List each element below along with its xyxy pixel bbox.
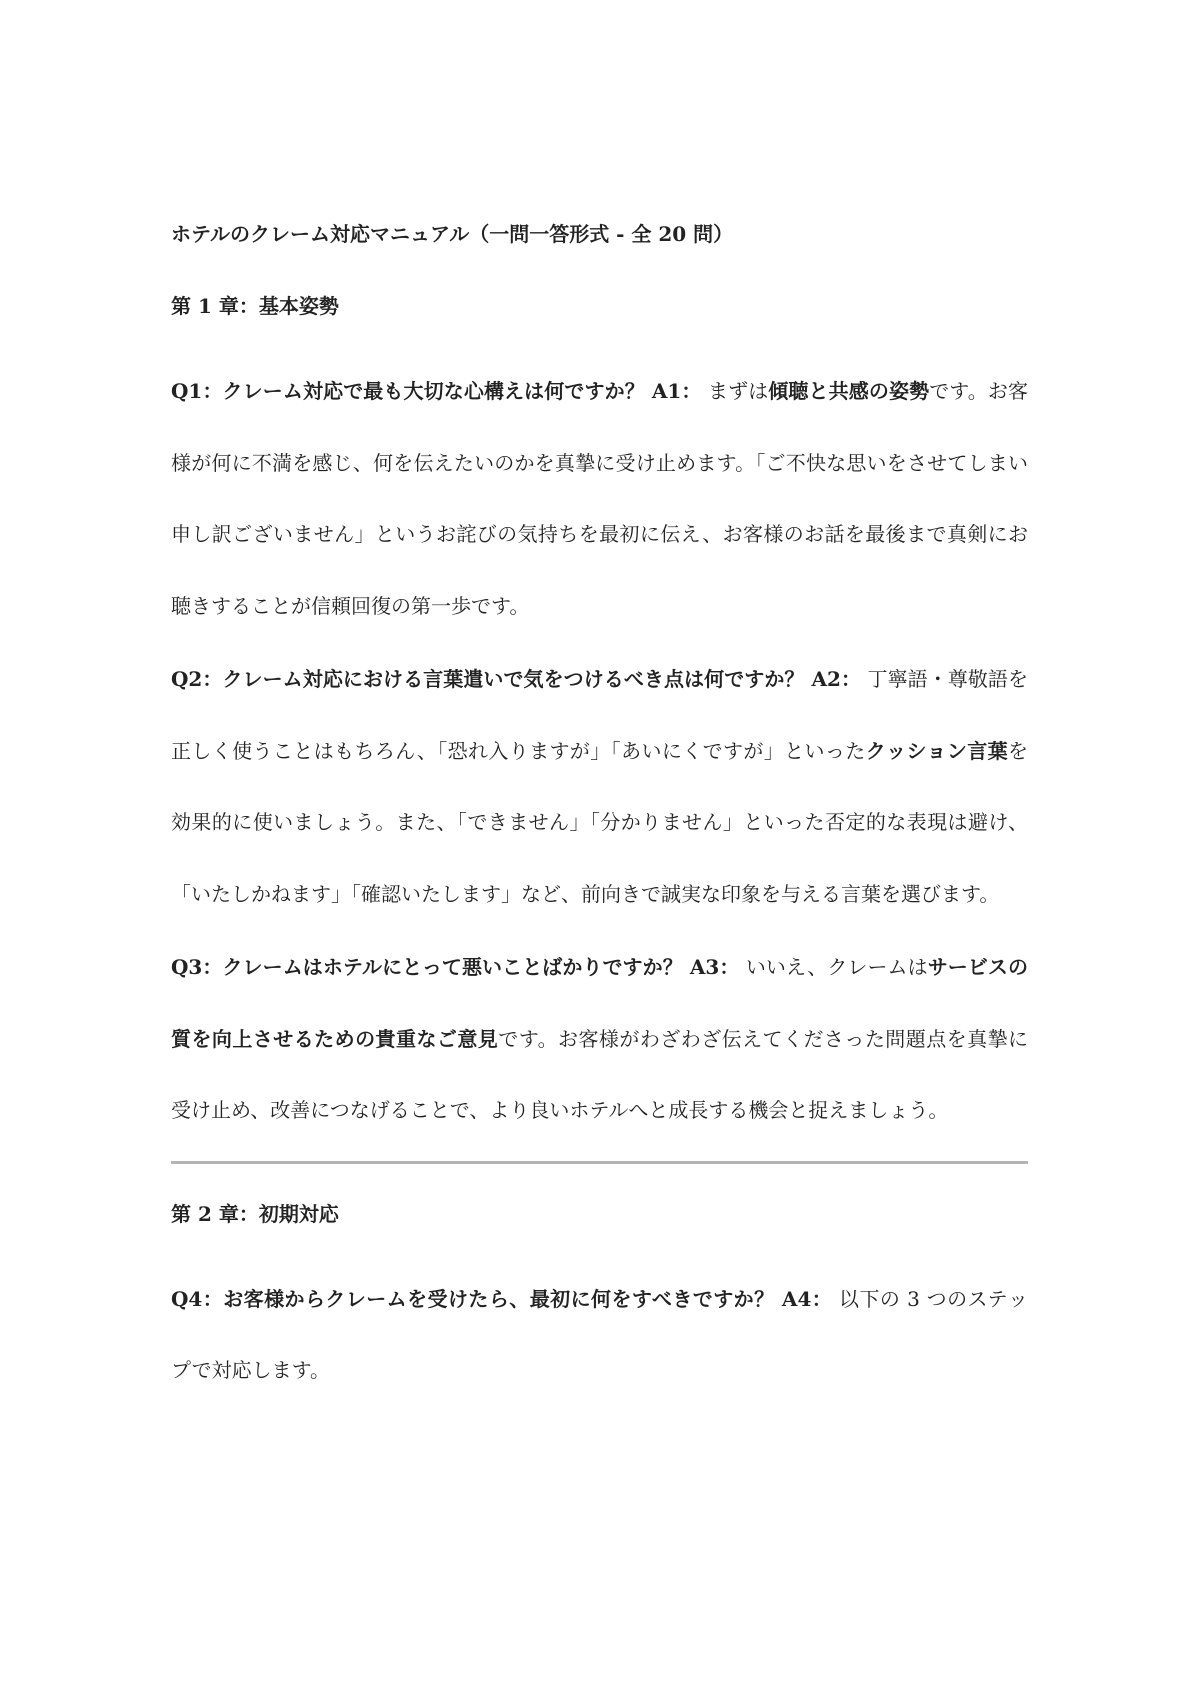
document-page (171, 212, 1028, 1409)
question-text: Q2：クレーム対応における言葉遣いで気をつけるべき点は何ですか？ A2： (171, 667, 862, 691)
question-text: Q3：クレームはホテルにとって悪いことばかりですか？ A3： (171, 955, 740, 979)
chapter-heading: 第 2 章：初期対応 (171, 1201, 339, 1226)
section-divider (171, 1161, 1028, 1164)
answer-text: 以下の 3 つのステップで対応します。 (171, 1286, 1028, 1382)
qa-item (171, 644, 1028, 930)
answer-emphasis: サービスの質を向上させるための貴重なご意見 (171, 955, 1028, 1051)
answer-emphasis: 傾聴と共感の姿勢 (768, 379, 930, 403)
answer-text: いいえ、クレームは (739, 955, 928, 979)
document-title: ホテルのクレーム対応マニュアル（一問一答形式 - 全 20 問） (171, 222, 734, 246)
qa-item (171, 1264, 1028, 1407)
chapter-heading: 第 1 章：基本姿勢 (171, 294, 339, 318)
question-text: Q4：お客様からクレームを受けたら、最初に何をすべきですか？ A4： (171, 1286, 833, 1311)
answer-text: です。お客様が何に不満を感じ、何を伝えたいのかを真摯に受け止めます。「ご不快な思いをさせてしまい申し訳ございません」というお詫びの気持ちを最初に伝え、お客様のお話を最後まで真剣にお聴きすることが信頼回復の第一歩です。 (171, 379, 1029, 618)
question-text: Q1：クレーム対応で最も大切な心構えは何ですか？ A1： (171, 379, 702, 403)
answer-text: です。お客様がわざわざ伝えてくださった問題点を真摯に受け止め、改善につなげることで、より良いホテルへと成長する機会と捉えましょう。 (171, 1026, 1029, 1122)
qa-item (171, 932, 1028, 1147)
qa-item (171, 356, 1028, 642)
answer-text: まずは (701, 379, 769, 403)
answer-text: を効果的に使いましょう。また、「できません」「分かりません」といった否定的な表現は避け、「いたしかねます」「確認いたします」など、前向きで誠実な印象を与える言葉を選びます。 (171, 738, 1029, 906)
answer-emphasis: クッション言葉 (865, 738, 1009, 763)
answer-text: 丁寧語・尊敬語を正しく使うことはもちろん、「恐れ入りますが」「あいにくですが」といった (171, 667, 1029, 763)
